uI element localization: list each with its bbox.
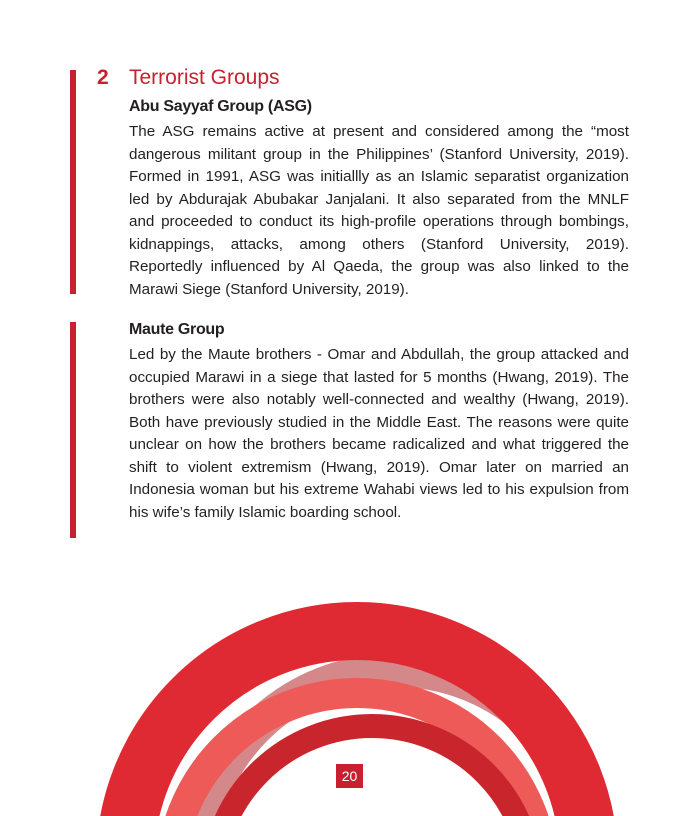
page-number: 20 [336, 764, 363, 788]
maute-paragraph: Led by the Maute brothers - Omar and Abdullah, the group attacked and occupied Marawi in a siege that lasted for 5 months (Hwang, 2019). The brothers were also notably well-connected and wealthy (Hwang, 2019). Both have previously studied in the Middle East. The reasons were quite unclear on how the brothers became radicalized and what triggered the shift to violent extremism (Hwang, 2019). Omar later on married an Indonesia woman but his extreme Wahabi views led to his expulsion from his wife’s family Islamic boarding school. [129, 346, 629, 521]
asg-paragraph: The ASG remains active at present and considered among the “most dangerous militant group in the Philippines’ (Stanford University, 2019). Formed in 1991, ASG was initiallly as an Islamic separatist organization led by Abdurajak Abubakar Janjalani. It also separated from the MNLF and proceeded to conduct its high-profile operations through bombings, kidnappings, attacks, among others (Stanford University, 2019). Reportedly influenced by Al Qaeda, the group was also linked to the Marawi Siege (Stanford University, 2019). [129, 123, 629, 298]
section-number: 2 [97, 66, 109, 89]
section-title: Terrorist Groups [129, 66, 280, 89]
asg-heading: Abu Sayyaf Group (ASG) [129, 98, 312, 115]
maute-heading: Maute Group [129, 321, 225, 338]
